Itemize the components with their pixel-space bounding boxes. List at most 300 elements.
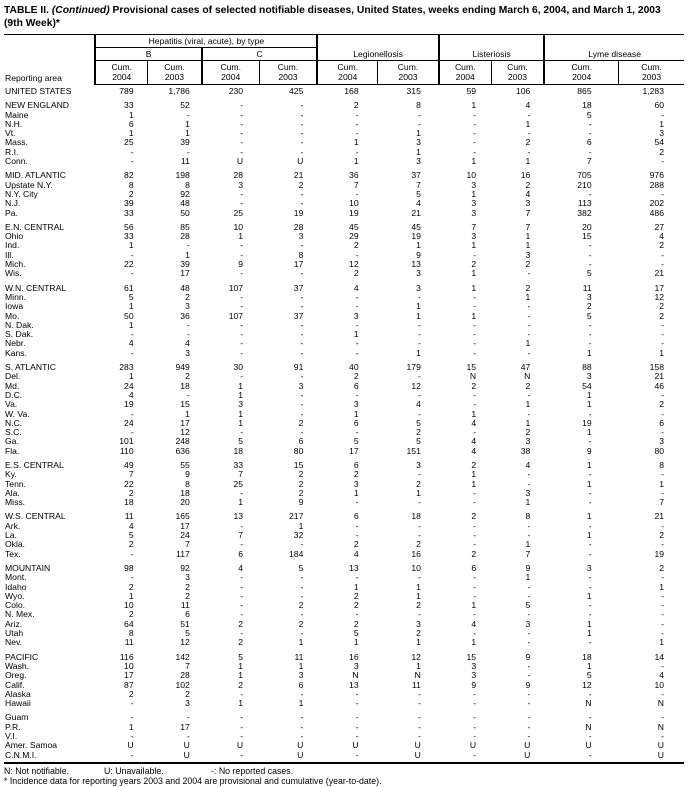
value-cell: 165 [175, 511, 190, 522]
value-cell: 17 [180, 417, 190, 428]
value-cell: 48 [180, 198, 190, 209]
value-cell: - [240, 590, 244, 601]
value-cell: N [585, 698, 592, 709]
value-cell: 9 [525, 679, 531, 690]
reporting-area-cell: S. ATLANTIC [5, 362, 56, 373]
value-cell: 12 [654, 291, 664, 302]
value-cell: 2 [128, 581, 134, 592]
value-cell: 33 [124, 231, 134, 242]
table-row [4, 391, 684, 400]
value-cell: - [130, 156, 134, 167]
value-cell: 117 [176, 548, 190, 559]
value-cell: 4 [128, 389, 134, 400]
value-cell: 3 [238, 399, 244, 410]
value-cell: - [240, 721, 244, 732]
table-row [4, 699, 684, 708]
notifiable-diseases-table [4, 34, 684, 764]
value-cell: - [661, 520, 664, 531]
value-cell: 4 [128, 520, 134, 531]
value-cell: - [588, 749, 592, 760]
value-cell: - [300, 572, 304, 583]
value-cell: - [300, 427, 304, 438]
value-cell: - [300, 329, 304, 340]
value-cell: 2 [353, 100, 359, 111]
value-cell: - [355, 301, 359, 312]
value-cell: 3 [586, 291, 592, 302]
value-cell: - [527, 389, 531, 400]
value-cell: 1 [128, 128, 134, 139]
value-cell: 15 [582, 231, 592, 242]
value-cell: 1 [586, 389, 592, 400]
value-cell: U [585, 740, 592, 751]
value-cell: 1 [353, 637, 359, 648]
value-cell: - [240, 319, 244, 330]
reporting-area-cell: Utah [5, 628, 24, 639]
value-cell: 24 [124, 380, 134, 391]
value-cell: - [661, 660, 664, 671]
value-cell: - [300, 188, 304, 199]
value-cell: 6 [353, 459, 359, 470]
value-cell: - [355, 347, 359, 358]
value-cell: - [527, 329, 531, 340]
table-row [4, 489, 684, 498]
value-cell: 7 [525, 548, 531, 559]
value-cell: - [588, 609, 592, 620]
value-cell: 36 [349, 170, 359, 181]
value-cell: - [661, 338, 664, 349]
table-row [4, 166, 684, 180]
value-cell: 55 [180, 459, 190, 470]
value-cell: 1 [353, 487, 359, 498]
value-cell: U [524, 749, 531, 760]
value-cell: 425 [289, 86, 304, 96]
value-cell: - [300, 268, 304, 279]
value-cell: 7 [525, 221, 531, 232]
value-cell: 1 [128, 371, 134, 382]
value-cell: 82 [124, 170, 134, 181]
value-cell: N [585, 721, 592, 732]
value-cell: - [418, 109, 421, 120]
value-cell: 27 [654, 221, 664, 232]
table-row [4, 312, 684, 321]
value-cell: 3 [353, 478, 359, 489]
value-cell: 3 [659, 436, 664, 447]
value-cell: 1 [471, 100, 477, 111]
value-cell: 1 [659, 478, 664, 489]
value-cell: - [418, 698, 421, 709]
value-cell: 37 [411, 170, 421, 181]
value-cell: - [418, 118, 421, 129]
value-cell: - [527, 590, 531, 601]
value-cell: 2 [525, 137, 531, 148]
value-cell: 16 [520, 170, 531, 181]
value-cell: - [473, 249, 477, 260]
value-cell: 2 [525, 282, 531, 293]
value-cell: 10 [466, 170, 477, 181]
value-cell: 11 [180, 600, 190, 611]
value-cell: 1 [128, 240, 134, 251]
value-cell: 2 [353, 268, 359, 279]
value-cell: - [527, 712, 531, 723]
table-row [4, 732, 684, 741]
table-row [4, 498, 684, 507]
value-cell: - [418, 497, 421, 508]
table-row [4, 157, 684, 166]
value-cell: 5 [238, 436, 244, 447]
value-cell: - [473, 137, 477, 148]
reporting-area-cell: S.C. [5, 427, 22, 438]
table-row [4, 480, 684, 489]
value-cell: 16 [349, 651, 359, 662]
value-cell: - [588, 548, 592, 559]
value-cell: 7 [353, 179, 359, 190]
value-cell: 4 [238, 562, 244, 573]
value-cell: 2 [416, 628, 421, 639]
footnote-asterisk: * Incidence data for reporting years 2003 and 2004 are provisional and cumulative (year-to-date). [4, 776, 382, 787]
value-cell: - [300, 118, 304, 129]
value-cell: U [469, 740, 477, 751]
value-cell: 382 [577, 207, 592, 218]
value-cell: 5 [353, 436, 359, 447]
value-cell: N [469, 371, 477, 382]
value-cell: 2 [185, 581, 190, 592]
value-cell: 5 [353, 628, 359, 639]
footnote-legend [4, 766, 684, 777]
value-cell: - [130, 347, 134, 358]
value-cell: 5 [416, 417, 421, 428]
value-cell: 2 [353, 240, 359, 251]
value-cell: - [527, 478, 531, 489]
value-cell: - [588, 118, 592, 129]
value-cell: 1 [128, 319, 134, 330]
value-cell: 5 [586, 109, 592, 120]
value-cell: - [240, 731, 244, 741]
value-cell: 3 [471, 179, 477, 190]
value-cell: 54 [654, 137, 664, 148]
value-cell: - [355, 109, 359, 120]
value-cell: 5 [586, 310, 592, 321]
table-title-main: Provisional cases of selected notifiable diseases, United States, weeks ending March 6, 2004, and March 1, 2003 [112, 5, 661, 16]
value-cell: 2 [185, 371, 190, 382]
value-cell: - [240, 301, 244, 312]
value-cell: - [300, 539, 304, 550]
value-cell: 6 [185, 609, 190, 620]
value-cell: 17 [654, 282, 664, 293]
table-row [4, 321, 684, 330]
value-cell: - [661, 109, 664, 120]
value-cell: - [588, 408, 592, 419]
col-header-reporting-area: Reporting area [5, 72, 62, 83]
value-cell: 151 [406, 445, 421, 456]
value-cell: 3 [185, 347, 190, 358]
value-cell: 64 [124, 618, 134, 629]
value-cell: 198 [175, 170, 190, 181]
reporting-area-cell: Ohio [5, 231, 24, 242]
reporting-area-cell: Ind. [5, 240, 20, 251]
value-cell: - [300, 146, 304, 157]
table-row [4, 382, 684, 391]
value-cell: - [661, 188, 664, 199]
value-cell: 1 [586, 399, 592, 410]
value-cell: 15 [293, 459, 304, 470]
value-cell: 17 [349, 445, 359, 456]
value-cell: 4 [471, 445, 477, 456]
value-cell: 8 [298, 249, 304, 260]
value-cell: N [352, 670, 359, 681]
reporting-area-cell: Oreg. [5, 670, 27, 681]
value-cell: 2 [525, 179, 531, 190]
value-cell: 202 [649, 198, 664, 209]
value-cell: - [240, 347, 244, 358]
value-cell: - [130, 427, 134, 438]
reporting-area-cell: Ga. [5, 436, 19, 447]
value-cell: - [661, 319, 664, 330]
value-cell: - [588, 581, 592, 592]
value-cell: 2 [353, 600, 359, 611]
value-cell: 4 [659, 231, 664, 242]
value-cell: - [300, 581, 304, 592]
value-cell: 2 [128, 688, 134, 699]
value-cell: 2 [471, 548, 477, 559]
value-cell: 1 [659, 637, 664, 648]
value-cell: - [355, 749, 359, 760]
value-cell: - [473, 688, 477, 699]
value-cell: 1,786 [168, 86, 190, 96]
value-cell: 9 [586, 445, 592, 456]
value-cell: 4 [525, 188, 531, 199]
value-cell: - [240, 371, 244, 382]
col-header-hepc-cum-2003: Cum. 2003 [259, 61, 317, 85]
value-cell: 2 [298, 417, 304, 428]
value-cell: - [527, 721, 531, 732]
reporting-area-cell: N.C. [5, 417, 23, 428]
value-cell: 3 [525, 618, 531, 629]
value-cell: - [527, 146, 531, 157]
value-cell: 5 [416, 188, 421, 199]
value-cell: 92 [180, 188, 190, 199]
value-cell: 1,283 [642, 86, 664, 96]
value-cell: 1 [525, 399, 531, 410]
value-cell: 1 [238, 670, 244, 681]
value-cell: - [473, 609, 477, 620]
table-row [4, 358, 684, 372]
value-cell: 19 [654, 548, 664, 559]
value-cell: 3 [298, 231, 304, 242]
value-cell: - [473, 301, 477, 312]
value-cell: 102 [175, 679, 190, 690]
value-cell: 2 [659, 240, 664, 251]
col-header-legionellosis-cum-2004: Cum. 2004 [317, 61, 377, 85]
reporting-area-cell: MID. ATLANTIC [5, 170, 66, 181]
value-cell: - [418, 721, 421, 732]
value-cell: U [297, 749, 304, 760]
value-cell: 15 [466, 651, 477, 662]
value-cell: - [300, 100, 304, 111]
value-cell: - [300, 291, 304, 302]
reporting-area-cell: W.N. CENTRAL [5, 282, 67, 293]
value-cell: 1 [471, 268, 477, 279]
value-cell: - [473, 291, 477, 302]
value-cell: 3 [416, 156, 421, 167]
value-cell: 288 [649, 179, 664, 190]
value-cell: - [130, 749, 134, 760]
value-cell: 15 [466, 362, 477, 373]
value-cell: 4 [471, 618, 477, 629]
reporting-area-cell: Tex. [5, 548, 21, 559]
value-cell: U [297, 156, 304, 167]
value-cell: 1 [471, 188, 477, 199]
value-cell: 12 [180, 637, 190, 648]
value-cell: 1 [586, 530, 592, 541]
value-cell: 25 [233, 207, 244, 218]
value-cell: 1 [298, 698, 304, 709]
value-cell: - [661, 487, 664, 498]
value-cell: 10 [124, 660, 134, 671]
value-cell: 2 [238, 637, 244, 648]
value-cell: - [588, 487, 592, 498]
value-cell: - [527, 301, 531, 312]
reporting-area-cell: Mass. [5, 137, 28, 148]
value-cell: - [527, 319, 531, 330]
table-row [4, 232, 684, 241]
value-cell: 8 [185, 179, 190, 190]
value-cell: - [355, 389, 359, 400]
table-row [4, 260, 684, 269]
value-cell: 12 [180, 427, 190, 438]
value-cell: - [186, 146, 190, 157]
value-cell: - [355, 609, 359, 620]
value-cell: 10 [124, 600, 134, 611]
value-cell: 5 [525, 600, 531, 611]
value-cell: 17 [180, 520, 190, 531]
value-cell: 1 [659, 581, 664, 592]
value-cell: - [473, 539, 477, 550]
value-cell: 33 [124, 207, 134, 218]
value-cell: 91 [293, 362, 304, 373]
value-cell: - [355, 572, 359, 583]
value-cell: 5 [128, 530, 134, 541]
table-row [4, 138, 684, 147]
value-cell: 1 [586, 618, 592, 629]
value-cell: - [240, 146, 244, 157]
value-cell: - [240, 249, 244, 260]
value-cell: - [527, 731, 531, 741]
value-cell: 39 [180, 137, 190, 148]
value-cell: 3 [416, 282, 421, 293]
value-cell: - [300, 408, 304, 419]
value-cell: 11 [124, 511, 134, 522]
value-cell: 1 [586, 511, 592, 522]
value-cell: 1 [586, 660, 592, 671]
value-cell: 158 [649, 362, 664, 373]
value-cell: - [661, 572, 664, 583]
reporting-area-cell: W. Va. [5, 408, 30, 419]
value-cell: - [300, 347, 304, 358]
value-cell: - [527, 109, 531, 120]
value-cell: 3 [525, 436, 531, 447]
value-cell: 13 [411, 259, 421, 270]
value-cell: 3 [416, 459, 421, 470]
value-cell: 1 [471, 282, 477, 293]
value-cell: - [418, 329, 421, 340]
value-cell: 45 [349, 221, 359, 232]
value-cell: 5 [416, 436, 421, 447]
value-cell: - [418, 688, 421, 699]
value-cell: 1 [586, 347, 592, 358]
table-row [4, 96, 684, 110]
reporting-area-cell: Alaska [5, 688, 31, 699]
value-cell: - [300, 731, 304, 741]
value-cell: - [588, 146, 592, 157]
value-cell: 1 [416, 146, 421, 157]
value-cell: - [240, 198, 244, 209]
value-cell: 5 [586, 670, 592, 681]
value-cell: - [355, 712, 359, 723]
value-cell: - [527, 609, 531, 620]
value-cell: 32 [293, 530, 304, 541]
value-cell: 2 [416, 600, 421, 611]
value-cell: 3 [586, 562, 592, 573]
value-cell: - [300, 319, 304, 330]
value-cell: 1 [128, 301, 134, 312]
value-cell: 705 [577, 170, 592, 181]
value-cell: 2 [659, 530, 664, 541]
value-cell: 4 [471, 417, 477, 428]
value-cell: - [186, 109, 190, 120]
value-cell: 3 [298, 380, 304, 391]
table-row [4, 662, 684, 671]
value-cell: 1 [586, 459, 592, 470]
value-cell: 1 [128, 721, 134, 732]
table-footnotes [4, 766, 684, 787]
value-cell: 107 [228, 310, 244, 321]
table-row [4, 648, 684, 662]
value-cell: 1 [525, 497, 531, 508]
value-cell: 210 [577, 179, 592, 190]
value-cell: 88 [582, 362, 592, 373]
value-cell: - [661, 389, 664, 400]
value-cell: 28 [180, 231, 190, 242]
value-cell: - [527, 268, 531, 279]
value-cell: - [661, 731, 664, 741]
value-cell: 21 [293, 170, 304, 181]
value-cell: U [183, 740, 190, 751]
value-cell: 2 [298, 600, 304, 611]
reporting-area-cell: S. Dak. [5, 329, 34, 340]
value-cell: 1 [185, 249, 190, 260]
value-cell: - [355, 188, 359, 199]
table-row [4, 540, 684, 549]
value-cell: N [657, 698, 664, 709]
value-cell: 48 [180, 282, 190, 293]
reporting-area-cell: W.S. CENTRAL [5, 511, 66, 522]
reporting-area-cell: NEW ENGLAND [5, 100, 69, 111]
value-cell: - [240, 749, 244, 760]
reporting-area-cell: Wis. [5, 268, 22, 279]
value-cell: - [473, 118, 477, 129]
value-cell: 21 [654, 268, 664, 279]
value-cell: 5 [185, 628, 190, 639]
value-cell: 1 [238, 497, 244, 508]
value-cell: - [473, 109, 477, 120]
footnote-no-reported-cases: -: No reported cases. [211, 765, 294, 776]
value-cell: - [355, 427, 359, 438]
value-cell: 6 [238, 548, 244, 559]
value-cell: 1 [416, 240, 421, 251]
value-cell: - [355, 146, 359, 157]
value-cell: 2 [298, 179, 304, 190]
value-cell: 18 [233, 445, 244, 456]
